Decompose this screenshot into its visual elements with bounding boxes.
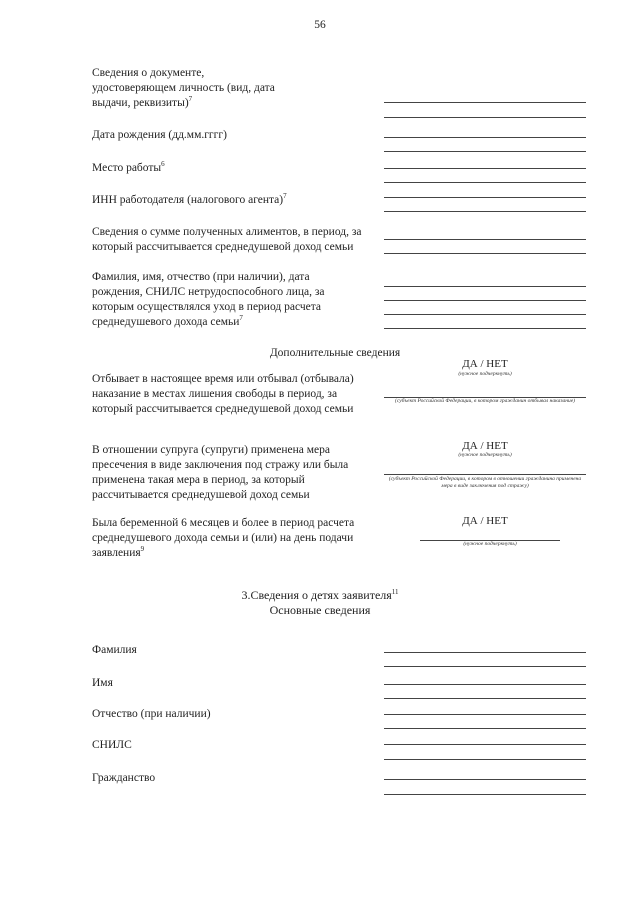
input-line[interactable] <box>384 102 586 103</box>
hint-region: (субъект Российской Федерации, в котором гражданин отбывал наказание) <box>395 398 575 404</box>
hint-underline: (нужное подчеркнуть) <box>463 541 517 547</box>
section-subtitle-basic: Основные сведения <box>269 603 371 617</box>
field-label-name: Имя <box>92 677 113 689</box>
input-line[interactable] <box>384 168 586 169</box>
input-line[interactable] <box>384 759 586 760</box>
field-label-pregnancy: Была беременной 6 месяцев и более в период расчета среднедушевого дохода семьи и (или) на день подачи заявления$^9$ <box>92 517 355 559</box>
field-label-spouse-custody: В отношении супруга (супруги) применена мера пресечения в виде заключения под стражу или была применена такая мера в период, за который рассчитывается среднедушевой доход семьи <box>92 444 349 501</box>
field-label-imprisonment: Отбывает в настоящее время или отбывал (отбывала) наказание в местах лишения свободы в период, за который рассчитывается среднедушевой доход семьи <box>92 373 354 415</box>
hint-underline: (нужное подчеркнуть) <box>458 371 512 377</box>
input-line[interactable] <box>384 151 586 152</box>
field-label-patronymic: Отчество (при наличии) <box>92 708 211 720</box>
field-label-citizenship: Гражданство <box>92 772 156 784</box>
input-line[interactable] <box>384 211 586 212</box>
input-line[interactable] <box>384 239 586 240</box>
input-line[interactable] <box>384 328 586 329</box>
input-line[interactable] <box>384 286 586 287</box>
input-line[interactable] <box>384 300 586 301</box>
input-line[interactable] <box>384 794 586 795</box>
input-line[interactable] <box>384 652 586 653</box>
page-number: 56 <box>314 19 326 31</box>
input-line[interactable] <box>384 744 586 745</box>
field-label-alimony: Сведения о сумме полученных алиментов, в период, за который рассчитывается среднедушевой доход семьи <box>92 226 362 253</box>
hint-region: (субъект Российской Федерации, в котором в отношении гражданина применена мера в виде заключения под стражу) <box>388 476 582 489</box>
field-label-employer-inn: ИНН работодателя (налогового агента)$^7$ <box>92 192 287 206</box>
input-line[interactable] <box>384 474 586 475</box>
field-label-workplace: Место работы$^6$ <box>92 160 165 174</box>
input-line[interactable] <box>384 684 586 685</box>
input-line[interactable] <box>384 779 586 780</box>
field-label-snils: СНИЛС <box>92 739 132 751</box>
input-line[interactable] <box>384 253 586 254</box>
input-line[interactable] <box>384 314 586 315</box>
input-line[interactable] <box>384 182 586 183</box>
yes-no-choice[interactable]: ДА / НЕТ <box>462 440 508 452</box>
field-label-birth-date: Дата рождения (дд.мм.гггг) <box>92 129 227 141</box>
input-line[interactable] <box>384 197 586 198</box>
field-label-surname: Фамилия <box>92 644 137 656</box>
field-label-caregiving: Фамилия, имя, отчество (при наличии), дата рождения, СНИЛС нетрудоспособного лица, за которым осуществлялся уход в период расчета среднедушевого дохода семьи$^7$ <box>92 271 325 328</box>
hint-underline: (нужное подчеркнуть) <box>458 452 512 458</box>
input-line[interactable] <box>384 728 586 729</box>
section-title-additional: Дополнительные сведения <box>269 347 401 359</box>
field-label-identity-document: Сведения о документе, удостоверяющем личность (вид, дата выдачи, реквизиты)$^7$ <box>92 67 275 109</box>
input-line[interactable] <box>384 137 586 138</box>
input-line[interactable] <box>384 714 586 715</box>
input-line[interactable] <box>384 117 586 118</box>
yes-no-choice[interactable]: ДА / НЕТ <box>462 358 508 370</box>
yes-no-choice[interactable]: ДА / НЕТ <box>462 515 508 527</box>
input-line[interactable] <box>384 698 586 699</box>
input-line[interactable] <box>384 666 586 667</box>
section-title-children: 3.Сведения о детях заявителя$^{11}$ <box>241 588 399 602</box>
